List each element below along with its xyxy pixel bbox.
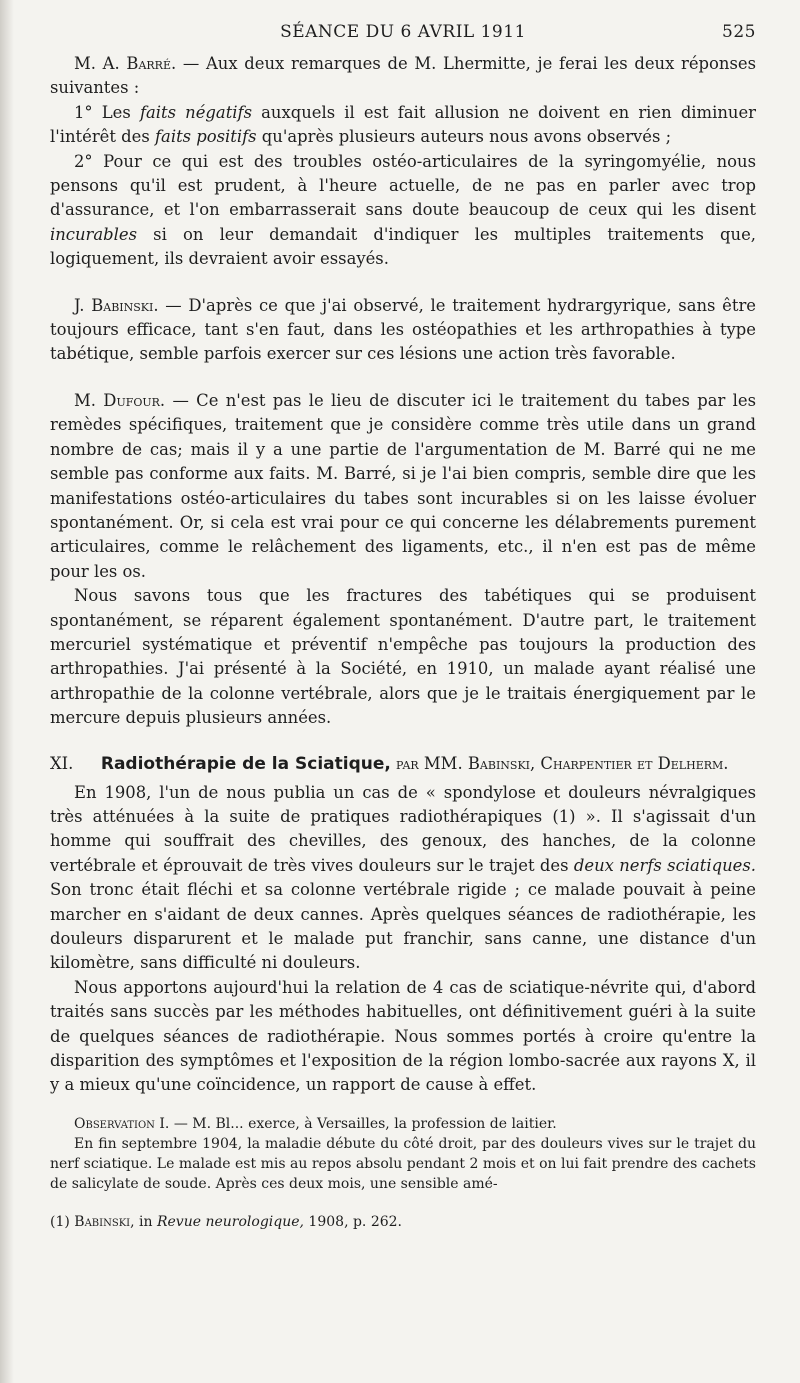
footnote <box>50 1212 756 1232</box>
section-number: XI. <box>50 753 74 773</box>
barre-point-1 <box>50 101 756 150</box>
text-run: 1° Les <box>74 102 140 122</box>
babinski-reply <box>50 294 756 367</box>
emphasis: incurables <box>50 224 137 244</box>
emphasis: faits positifs <box>154 127 257 147</box>
dufour-reply-continued: Nous savons tous que les fractures des tabétiques qui se produisent spontanément, se réparent également spontanément. D'autre part, le traitement mercuriel systématique et préventif n'empêche pas toujours la production des arthropathies. J'ai présenté à la Société, en 1910, un malade ayant réalisé une arthropathie de la colonne vertébrale, alors que je le traitais énergiquement par le mercure depuis plusieurs années. <box>50 586 756 728</box>
emphasis: deux nerfs sciatiques. <box>573 855 756 875</box>
text-run: in <box>134 1213 157 1230</box>
barre-intro-text: — Aux deux remarques de M. Lhermitte, je ferai les deux réponses suivantes : <box>50 54 756 98</box>
text-run: — M. Bl... exerce, à Versailles, la profession de laitier. <box>169 1115 557 1132</box>
text-run: Son tronc était fléchi et sa colonne vertébrale rigide ; ce malade pouvait à peine marcher en s'aidant de deux cannes. Après quelques séances de radiothérapie, les douleurs disparurent et le malade put franchir, sans canne, une distance d'un kilomètre, sans difficulté ni douleurs. <box>50 880 756 973</box>
speaker-babinski: J. Babinski. <box>74 295 159 315</box>
page <box>50 22 756 1232</box>
text-run: auxquels il est fait allusion ne doivent en rien diminuer l'intérêt des <box>50 102 756 147</box>
observation-label: Observation I. <box>74 1115 170 1132</box>
running-header <box>50 22 756 52</box>
body-paragraph-1 <box>50 781 756 976</box>
text-run: — D'après ce que j'ai observé, le traitement hydrargyrique, sans être toujours efficace, tant s'en faut, dans les ostéopathies et les arthropathies à type tabétique, semble parfois exercer sur ces lésions une action très favorable. <box>50 295 756 364</box>
text-run: 2° Pour ce qui est des troubles ostéo-articulaires de la syringomyélie, nous pensons qu'il est prudent, à l'heure actuelle, de ne pas en parler avec trop d'assurance, et l'on embarrasserait sans doute beaucoup de ceux qui les disent <box>50 151 756 220</box>
speaker-barre: M. A. Barré. <box>74 54 177 73</box>
text-run: si on leur demandait d'indiquer les multiples traitements que, logiquement, ils devraient avoir essayés. <box>50 224 756 269</box>
header-title: SÉANCE DU 6 AVRIL 1911 <box>280 22 526 42</box>
dufour-reply <box>50 389 756 584</box>
text-run: 1908, p. 262. <box>303 1213 402 1230</box>
observation-heading <box>50 1114 756 1134</box>
observation-block <box>50 1114 756 1194</box>
barre-point-2 <box>50 150 756 272</box>
section-title: Radiothérapie de la Sciatique, <box>100 753 391 774</box>
footnote-marker: (1) <box>50 1213 70 1230</box>
text-run: — Ce n'est pas le lieu de discuter ici le traitement du tabes par les remèdes spécifiques, traitement que je considère comme très utile dans un grand nombre de cas; mais il y a une partie de l'argumentation de M. Barré qui ne me semble pas conforme aux faits. M. Barré, si je l'ai bien compris, semble dire que les manifestations ostéo-articulaires du tabes sont incurables si on les laisse évoluer spontanément. Or, si cela est vrai pour ce qui concerne les délabrements purement articulaires, comme le relâchement des ligaments, etc., il n'en est pas de même pour les os. <box>50 390 756 581</box>
page-edge-shadow <box>0 0 14 1383</box>
observation-text: En fin septembre 1904, la maladie débute du côté droit, par des douleurs vives sur le trajet du nerf sciatique. Le malade est mis au repos absolu pendant 2 mois et on lui fait prendre des cachets de salicylate de soude. Après ces deux mois, une sensible amé- <box>50 1135 756 1192</box>
section-authors: par MM. Babinski, Charpentier et Delherm. <box>390 753 729 773</box>
barre-intro <box>50 52 756 101</box>
text-run: En 1908, l'un de nous publia un cas de « spondylose et douleurs névralgiques très atténuées à la suite de pratiques radiothérapiques (1) ». Il s'agissait d'un homme qui souffrait des chevilles, des genoux, des hanches, de la colonne vertébrale et éprouvait de très vives douleurs sur le trajet des <box>50 782 756 875</box>
text-run: qu'après plusieurs auteurs nous avons observés ; <box>256 127 672 147</box>
footnote-author: Babinski, <box>69 1213 135 1230</box>
section-heading <box>50 753 756 775</box>
speaker-dufour: M. Dufour. <box>74 390 166 410</box>
footnote-journal: Revue neurologique, <box>156 1213 304 1230</box>
body-paragraph-2: Nous apportons aujourd'hui la relation de 4 cas de sciatique-névrite qui, d'abord traités sans succès par les méthodes habituelles, ont définitivement guéri à la suite de quelques séances de radiothérapie. Nous sommes portés à croire qu'entre la disparition des symptômes et l'exposition de la région lombo-sacrée aux rayons X, il y a mieux qu'une coïncidence, un rapport de cause à effet. <box>50 977 756 1095</box>
emphasis: faits négatifs <box>139 102 252 122</box>
page-number: 525 <box>722 22 756 42</box>
